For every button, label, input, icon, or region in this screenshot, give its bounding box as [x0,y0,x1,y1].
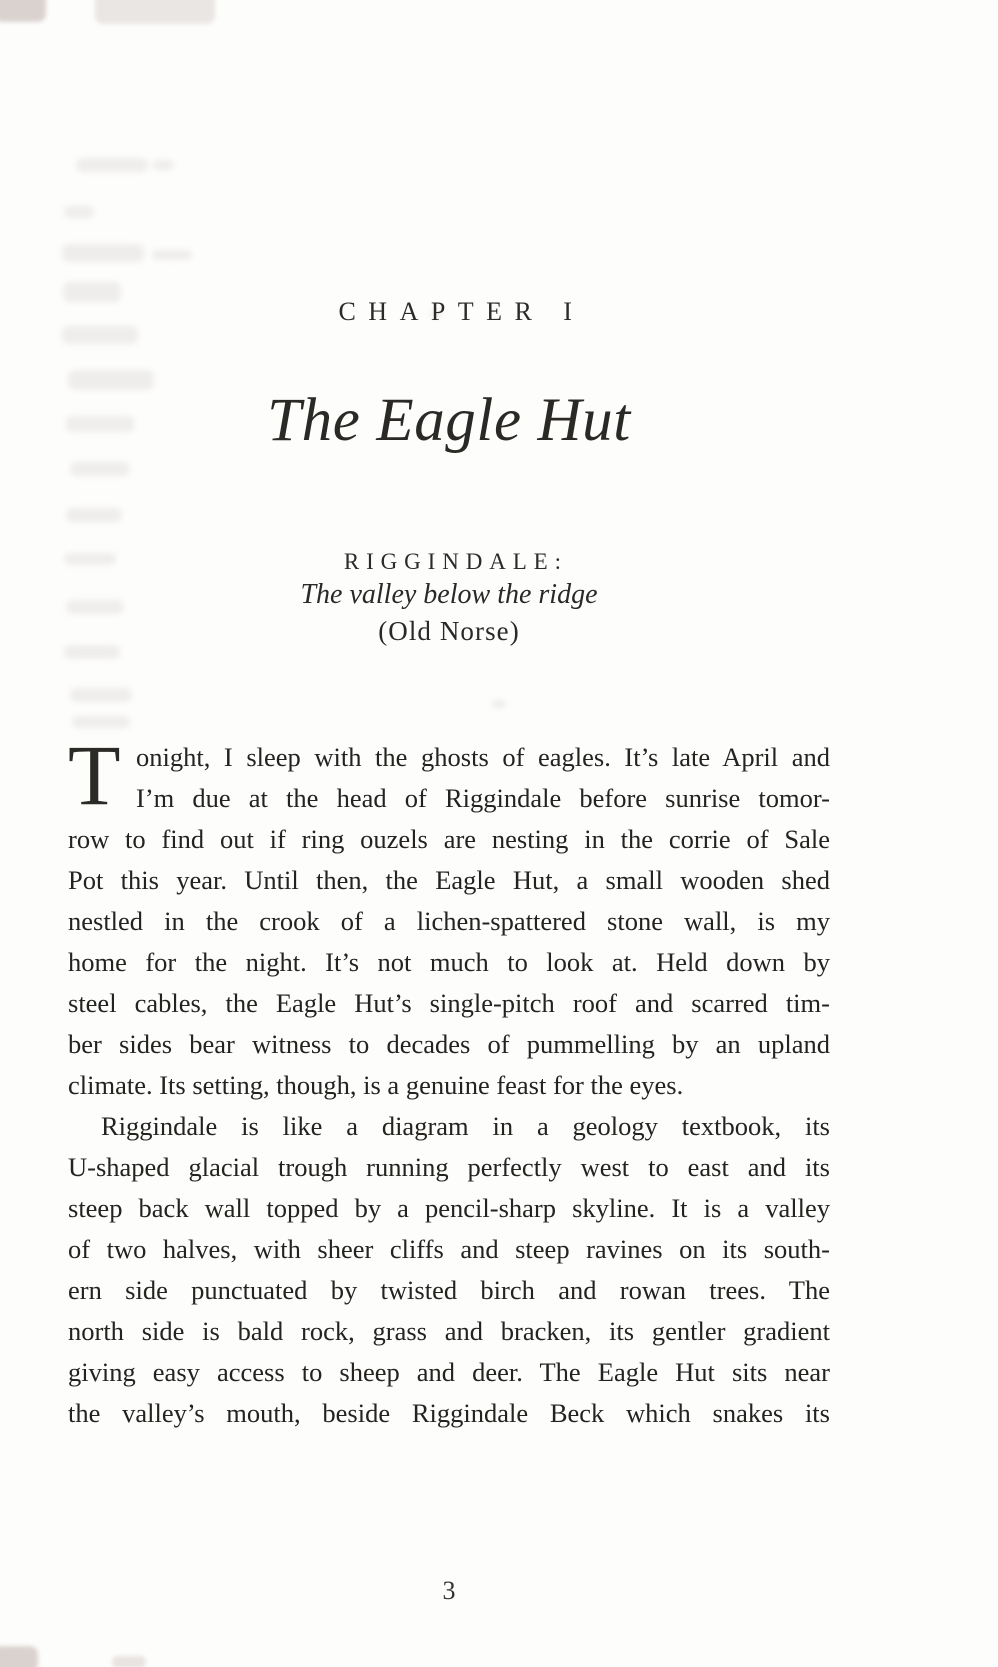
text-line: giving easy access to sheep and deer. The Eagle Hut sits near [68,1357,830,1387]
epigraph-term: RIGGINDALE: [343,549,568,574]
text-line: steep back wall topped by a pencil-sharp skyline. It is a valley [68,1193,830,1223]
text-line: Riggindale is like a diagram in a geology textbook, its [101,1111,830,1141]
text-line: I’m due at the head of Riggindale before sunrise tomor- [136,783,830,813]
text-line: of two halves, with sheer cliffs and steep ravines on its south- [68,1234,830,1264]
scan-smudge-bottom-left [0,1646,38,1667]
text-line: nestled in the crook of a lichen-spattered stone wall, is my [68,906,830,936]
text-line: the valley’s mouth, beside Riggindale Beck which snakes its [68,1398,830,1428]
text-column [68,0,830,1667]
epigraph-origin: (Old Norse) [378,616,520,646]
chapter-title: The Eagle Hut [267,387,631,454]
epigraph-definition: The valley below the ridge [300,579,598,610]
page-number: 3 [442,1576,456,1605]
text-line: onight, I sleep with the ghosts of eagles. It’s late April and [136,742,830,772]
drop-cap: T [68,727,121,823]
text-line: ber sides bear witness to decades of pummelling by an upland [68,1029,830,1059]
body-text [68,727,830,1434]
text-line: ern side punctuated by twisted birch and rowan trees. The [68,1275,830,1305]
text-line: north side is bald rock, grass and bracken, its gentler gradient [68,1316,830,1346]
text-line: U-shaped glacial trough running perfectly west to east and its [68,1152,830,1182]
text-line: row to find out if ring ouzels are nesting in the corrie of Sale [68,824,830,854]
text-line: climate. Its setting, though, is a genuine feast for the eyes. [68,1070,684,1100]
text-line: Pot this year. Until then, the Eagle Hut, a small wooden shed [68,865,830,895]
chapter-heading: CHAPTER I [338,297,585,326]
text-line: home for the night. It’s not much to look at. Held down by [68,947,830,977]
paragraph-1 [68,727,830,1106]
scan-smudge-top-left [0,0,46,22]
paragraph-2 [68,1106,830,1434]
text-line: steel cables, the Eagle Hut’s single-pitch roof and scarred tim- [68,988,830,1018]
